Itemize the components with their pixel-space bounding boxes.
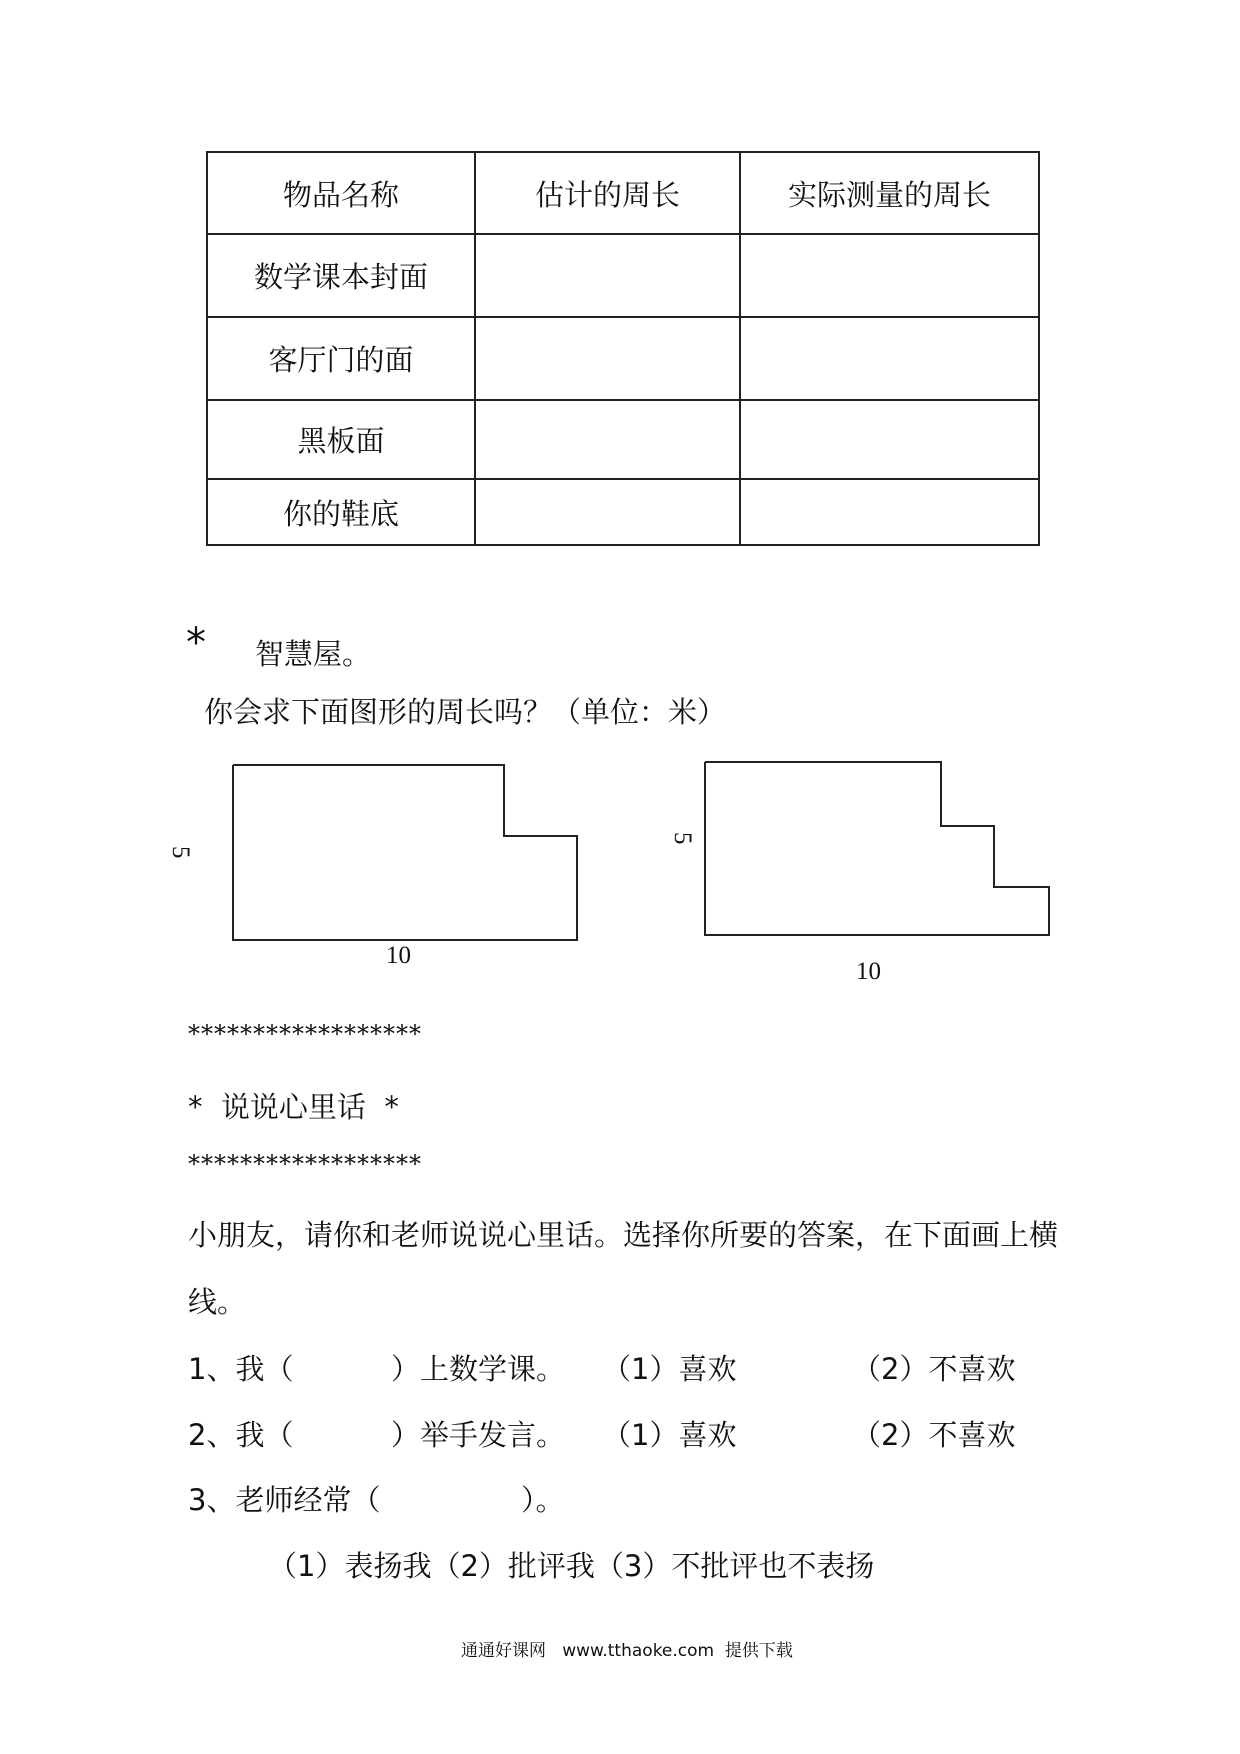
intro-line: 线。 [188,1285,247,1319]
intro-line: 小朋友，请你和老师说说心里话。选择你所要的答案，在下面画上横 [188,1218,1059,1252]
question-2-option-2[interactable]: （2）不喜欢 [852,1418,1016,1452]
table-cell: 客厅门的面 [207,317,475,400]
table-cell: 你的鞋底 [207,479,475,545]
question-1-prefix: 1、我（ [188,1352,294,1386]
footer-text: 通通好课网 www.tthaoke.com 提供下载 [461,1641,793,1661]
figure1-bottom-label: 10 [386,942,411,969]
question-1-suffix: ）上数学课。 [391,1352,566,1386]
table-cell: 黑板面 [207,400,475,479]
table-cell: 数学课本封面 [207,234,475,317]
figure2-bottom-label: 10 [856,958,881,985]
question-text: 你会求下面图形的周长吗？（单位：米） [204,695,727,729]
section-title: * 说说心里话 * [188,1090,399,1124]
question-1-option-2[interactable]: （2）不喜欢 [852,1352,1016,1386]
question-3-suffix: ）。 [521,1483,565,1517]
question-1-option-1[interactable]: （1）喜欢 [602,1352,737,1386]
stars-divider-top: ****************** [188,1020,422,1048]
figure2-side-label: 5 [669,832,696,845]
section-title: 智慧屋。 [255,637,372,671]
question-3-options[interactable]: （1）表扬我（2）批评我（3）不批评也不表扬 [268,1549,875,1583]
figure1-outline [233,765,577,940]
asterisk-marker: * [186,620,206,666]
table-header-cell: 实际测量的周长 [740,152,1039,234]
question-2-prefix: 2、我（ [188,1418,294,1452]
question-3-prefix: 3、老师经常（ [188,1483,381,1517]
table-header-cell: 物品名称 [207,152,475,234]
question-2-option-1[interactable]: （1）喜欢 [602,1418,737,1452]
figure1-side-label: 5 [167,846,194,859]
stars-divider-bottom: ****************** [188,1150,422,1178]
figure2-outline [705,762,1049,935]
table-header-cell: 估计的周长 [475,152,740,234]
question-2-suffix: ）举手发言。 [391,1418,566,1452]
